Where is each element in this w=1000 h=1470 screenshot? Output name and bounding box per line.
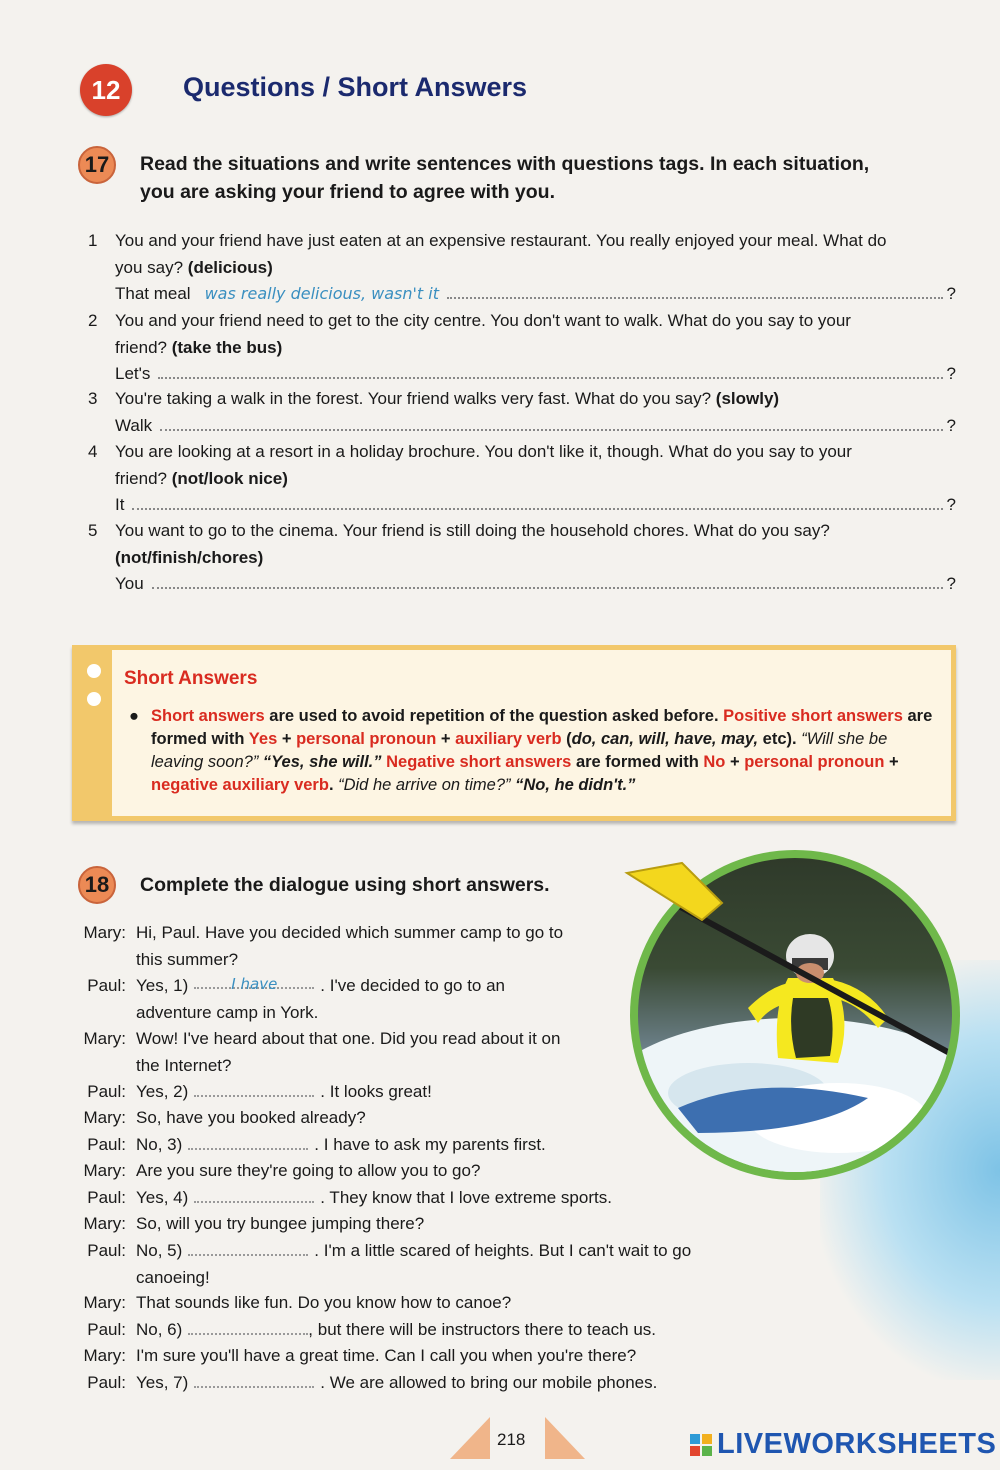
short-answers-grammar-box — [72, 645, 956, 821]
question-2: 2 You and your friend need to get to the city centre. You don't want to walk. What do you say to your friend? (take the bus) Let's ? — [88, 311, 956, 383]
exercise-18-instruction: Complete the dialogue using short answers. — [140, 874, 550, 896]
box-side-strip — [77, 650, 112, 816]
page-corner-left-decoration — [450, 1417, 490, 1459]
exercise-17-instruction: Read the situations and write sentences with questions tags. In each situation, you are asking your friend to agree with you. — [140, 153, 870, 203]
dialogue-line-6: Paul: No, 3) . I have to ask my parents first. — [87, 1135, 546, 1154]
dialogue-line-2: Paul: Yes, 1) I have . I've decided to go to an adventure camp in York. — [87, 975, 506, 1022]
answer-field-3[interactable] — [160, 428, 942, 431]
dialogue-line-10: Paul: No, 5) . I'm a little scared of heights. But I can't wait to go canoeing! — [87, 1241, 692, 1287]
answer-field-2[interactable] — [158, 376, 942, 379]
blank-4[interactable] — [194, 1187, 314, 1203]
blank-1[interactable]: I have — [194, 973, 314, 989]
exercise-17-badge: 17 — [78, 146, 116, 184]
dialogue-line-4: Paul: Yes, 2) . It looks great! — [87, 1082, 432, 1101]
exercise-18-badge: 18 — [78, 866, 116, 904]
blank-2[interactable] — [194, 1081, 314, 1097]
dialogue-line-1: Mary: Hi, Paul. Have you decided which summer camp to go to this summer? — [83, 923, 564, 969]
question-3: 3 You're taking a walk in the forest. Your friend walks very fast. What do you say? (slowly) Walk ? — [88, 389, 956, 435]
dialogue-line-9: Mary: So, will you try bungee jumping there? — [83, 1214, 425, 1233]
grammar-box-title: Short Answers — [124, 668, 258, 689]
blank-5[interactable] — [188, 1240, 308, 1256]
blank-7[interactable] — [194, 1372, 314, 1388]
dialogue-line-8: Paul: Yes, 4) . They know that I love extreme sports. — [87, 1188, 612, 1207]
decorative-dot-icon — [87, 692, 101, 706]
page-corner-right-decoration — [545, 1417, 585, 1459]
answer-field-4[interactable] — [132, 507, 942, 510]
dialogue-line-3: Mary: Wow! I've heard about that one. Did you read about it on the Internet? — [83, 1029, 561, 1075]
decorative-dot-icon — [87, 664, 101, 678]
grammar-box-text: ● Short answers are used to avoid repetition of the question asked before. Positive short answers are formed with Yes + personal pronoun + auxiliary verb (do, can, will, have, may, etc). “Will she be leaving soon?” “Yes, she will.” Negative short answers are formed with No + personal pronoun + negative auxiliary verb. “Did he arrive on time?” “No, he didn't.” — [129, 707, 933, 794]
dialogue-line-12: Paul: No, 6) , but there will be instructors there to teach us. — [87, 1320, 657, 1339]
question-4: 4 You are looking at a resort in a holiday brochure. You don't like it, though. What do you say to your friend? (not/look nice) It ? — [88, 442, 956, 514]
dialogue-line-7: Mary: Are you sure they're going to allow you to go? — [83, 1161, 481, 1180]
dialogue-line-13: Mary: I'm sure you'll have a great time. Can I call you when you're there? — [83, 1346, 637, 1365]
page-number: 218 — [497, 1430, 526, 1449]
blank-6[interactable] — [188, 1319, 308, 1335]
question-number: 1 — [88, 231, 98, 250]
answer-line — [447, 296, 943, 299]
answer-field-5[interactable] — [152, 586, 943, 589]
dialogue-line-11: Mary: That sounds like fun. Do you know how to canoe? — [83, 1293, 512, 1312]
bullet-icon: ● — [129, 707, 139, 725]
answer-field-1[interactable]: was really delicious, wasn't it — [204, 284, 439, 303]
dialogue-line-5: Mary: So, have you booked already? — [83, 1108, 366, 1127]
logo-grid-icon — [690, 1434, 712, 1456]
question-5: 5 You want to go to the cinema. Your friend is still doing the household chores. What do you say? (not/finish/chores) You ? — [88, 521, 956, 593]
blank-3[interactable] — [188, 1134, 308, 1150]
liveworksheets-logo: LIVEWORKSHEETS — [690, 1428, 996, 1461]
dialogue-line-14: Paul: Yes, 7) . We are allowed to bring our mobile phones. — [87, 1373, 658, 1392]
unit-number-badge: 12 — [80, 64, 132, 116]
question-1: 1 You and your friend have just eaten at an expensive restaurant. You really enjoyed your meal. What do you say? (delicious) That meal was really delicious, wasn't it ? — [88, 228, 956, 308]
unit-title: Questions / Short Answers — [183, 72, 528, 102]
